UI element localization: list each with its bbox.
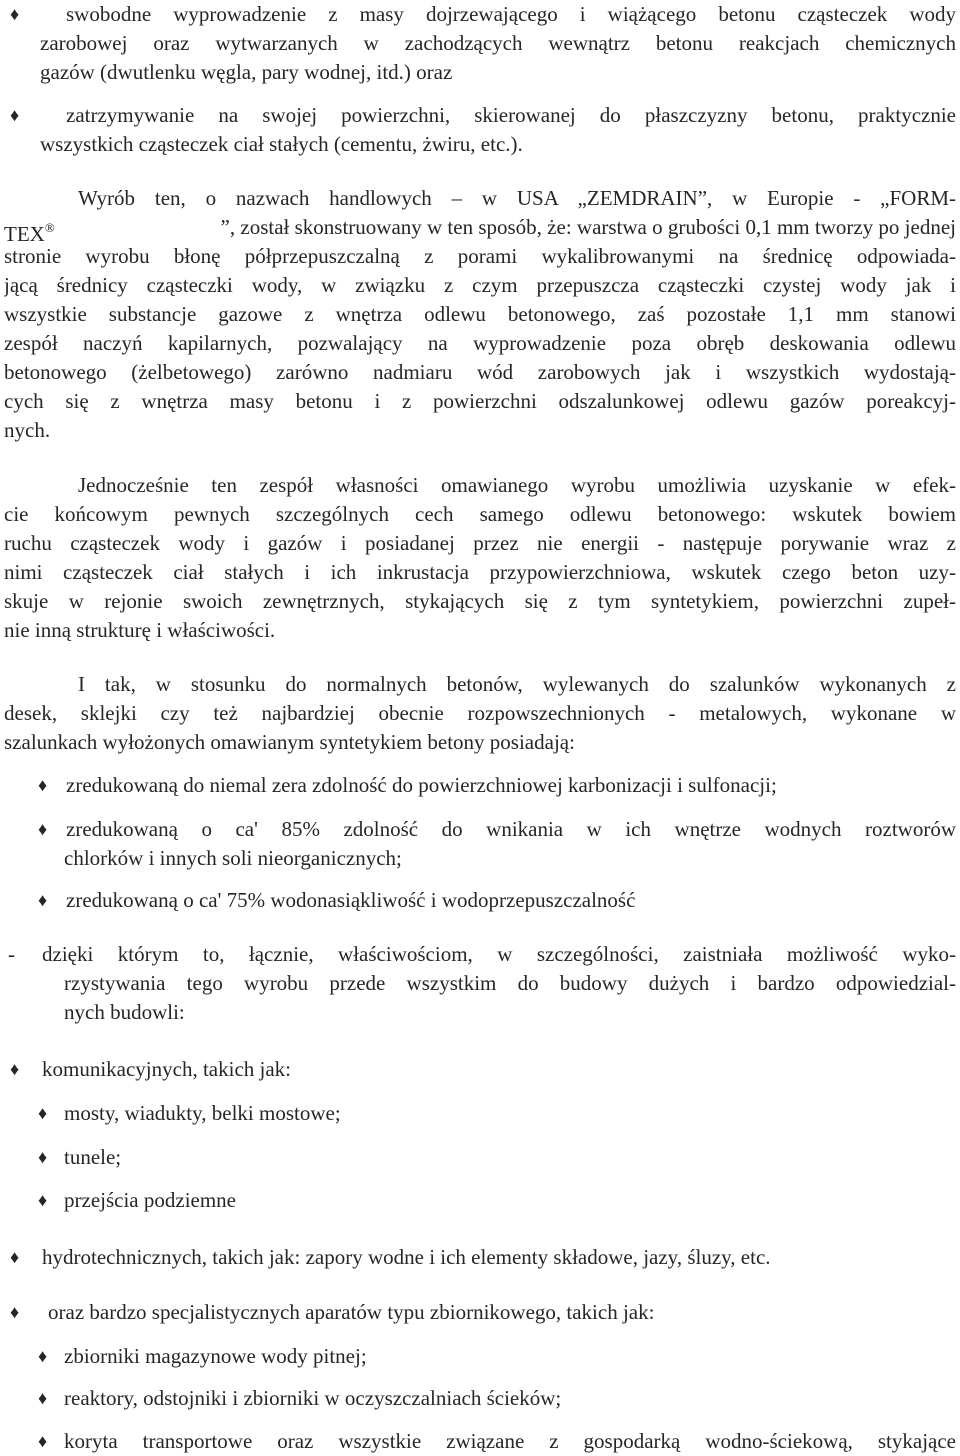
paragraph-line bbox=[4, 213, 956, 246]
bullet-line: zredukowaną o ca' 85% zdolność do wnikania w ich wnętrze wodnych roztworów bbox=[66, 817, 956, 841]
paragraph-line: Jednocześnie ten zespół własności omawianego wyrobu umożliwia uzyskanie w efek- bbox=[78, 473, 956, 497]
diamond-bullet-icon: ♦ bbox=[10, 1059, 20, 1079]
category-label: hydrotechnicznych, takich jak: zapory wodne i ich elementy składowe, jazy, śluzy, etc. bbox=[42, 1245, 771, 1269]
bullet-line: gazów (dwutlenku węgla, pary wodnej, itd.) oraz bbox=[40, 60, 453, 84]
list-item: zbiorniki magazynowe wody pitnej; bbox=[64, 1344, 367, 1368]
diamond-bullet-icon: ♦ bbox=[38, 775, 48, 795]
bullet-line: swobodne wyprowadzenie z masy dojrzewającego i wiążącego betonu cząsteczek wody bbox=[66, 2, 956, 26]
paragraph-line: stronie wyrobu błonę półprzepuszczalną z porami wykalibrowanymi na średnicę odpowiada- bbox=[4, 244, 956, 268]
paragraph-line: zespół naczyń kapilarnych, pozwalający na wyprowadzenie poza obręb deskowania odlewu bbox=[4, 331, 956, 355]
diamond-bullet-icon: ♦ bbox=[38, 1147, 48, 1167]
bullet-line: zredukowaną do niemal zera zdolność do powierzchniowej karbonizacji i sulfonacji; bbox=[66, 773, 777, 797]
diamond-bullet-icon: ♦ bbox=[38, 1103, 48, 1123]
list-item: koryta transportowe oraz wszystkie związane z gospodarką wodno-ściekową, stykające bbox=[64, 1429, 956, 1453]
diamond-bullet-icon: ♦ bbox=[38, 1431, 48, 1451]
dash-line: rzystywania tego wyrobu przede wszystkim do budowy dużych i bardzo odpowiedzial- bbox=[64, 971, 956, 995]
paragraph-line-rest: ”, został skonstruowany w ten sposób, że: warstwa o grubości 0,1 mm tworzy po jednej bbox=[220, 215, 956, 239]
bullet-line: wszystkich cząsteczek ciał stałych (cementu, żwiru, etc.). bbox=[40, 132, 523, 156]
paragraph-line: ruchu cząsteczek wody i gazów i posiadanej przez nie energii - następuje porywanie wraz z bbox=[4, 531, 956, 555]
diamond-bullet-icon: ♦ bbox=[38, 890, 48, 910]
diamond-bullet-icon: ♦ bbox=[10, 1247, 20, 1267]
diamond-bullet-icon: ♦ bbox=[10, 4, 20, 24]
paragraph-line: Wyrób ten, o nazwach handlowych – w USA „ZEMDRAIN”, w Europie - „FORM- bbox=[78, 186, 956, 210]
paragraph-line: szalunkach wyłożonych omawianym syntetykiem betony posiadają: bbox=[4, 730, 575, 754]
paragraph-line: cie końcowym pewnych szczególnych cech samego odlewu betonowego: wskutek bowiem bbox=[4, 502, 956, 526]
paragraph-line: I tak, w stosunku do normalnych betonów, wylewanych do szalunków wykonanych z bbox=[78, 672, 956, 696]
paragraph-line: cych się z wnętrza masy betonu i z powierzchni odszalunkowej odlewu gazów poreakcyj- bbox=[4, 389, 956, 413]
diamond-bullet-icon: ♦ bbox=[38, 819, 48, 839]
dash-marker: - bbox=[8, 942, 15, 966]
bullet-line: zatrzymywanie na swojej powierzchni, skierowanej do płaszczyzny betonu, praktycznie bbox=[66, 103, 956, 127]
bullet-line: zarobowej oraz wytwarzanych w zachodzących wewnątrz betonu reakcjach chemicznych bbox=[40, 31, 956, 55]
bullet-line: zredukowaną o ca' 75% wodonasiąkliwość i wodoprzepuszczalność bbox=[66, 888, 636, 912]
registered-mark: ® bbox=[44, 220, 55, 235]
diamond-bullet-icon: ♦ bbox=[38, 1346, 48, 1366]
dash-line: dzięki którym to, łącznie, właściwościom, w szczególności, zaistniała możliwość wyko- bbox=[42, 942, 956, 966]
list-item: tunele; bbox=[64, 1145, 122, 1169]
paragraph-line: nimi cząsteczek ciał stałych i ich inkrustacja przypowierzchniowa, wskutek czego beton uzy- bbox=[4, 560, 956, 584]
diamond-bullet-icon: ♦ bbox=[38, 1388, 48, 1408]
diamond-bullet-icon: ♦ bbox=[10, 1302, 20, 1322]
paragraph-line: desek, sklejki czy też najbardziej obecnie rozpowszechnionych - metalowych, wykonane w bbox=[4, 701, 956, 725]
diamond-bullet-icon: ♦ bbox=[38, 1190, 48, 1210]
diamond-bullet-icon: ♦ bbox=[10, 105, 20, 125]
paragraph-line: jącą średnicy cząsteczki wody, w związku z czym przepuszcza cząsteczki czystej wody jak i bbox=[4, 273, 956, 297]
brand-text: TEX® bbox=[4, 220, 55, 246]
dash-line: nych budowli: bbox=[64, 1000, 185, 1024]
paragraph-line: wszystkie substancje gazowe z wnętrza odlewu betonowego, zaś pozostałe 1,1 mm stanowi bbox=[4, 302, 956, 326]
bullet-line: chlorków i innych soli nieorganicznych; bbox=[64, 846, 402, 870]
paragraph-line: skuje w rejonie swoich zewnętrznych, stykających się z tym syntetykiem, powierzchni zupeł- bbox=[4, 589, 956, 613]
paragraph-line: nie inną strukturę i właściwości. bbox=[4, 618, 276, 642]
category-label: oraz bardzo specjalistycznych aparatów typu zbiornikowego, takich jak: bbox=[48, 1300, 655, 1324]
paragraph-line: nych. bbox=[4, 418, 51, 442]
list-item: reaktory, odstojniki i zbiorniki w oczyszczalniach ścieków; bbox=[64, 1386, 562, 1410]
list-item: przejścia podziemne bbox=[64, 1188, 236, 1212]
paragraph-line: betonowego (żelbetowego) zarówno nadmiaru wód zarobowych jak i wszystkich wydostają- bbox=[4, 360, 956, 384]
list-item: mosty, wiadukty, belki mostowe; bbox=[64, 1101, 341, 1125]
category-label: komunikacyjnych, takich jak: bbox=[42, 1057, 292, 1081]
